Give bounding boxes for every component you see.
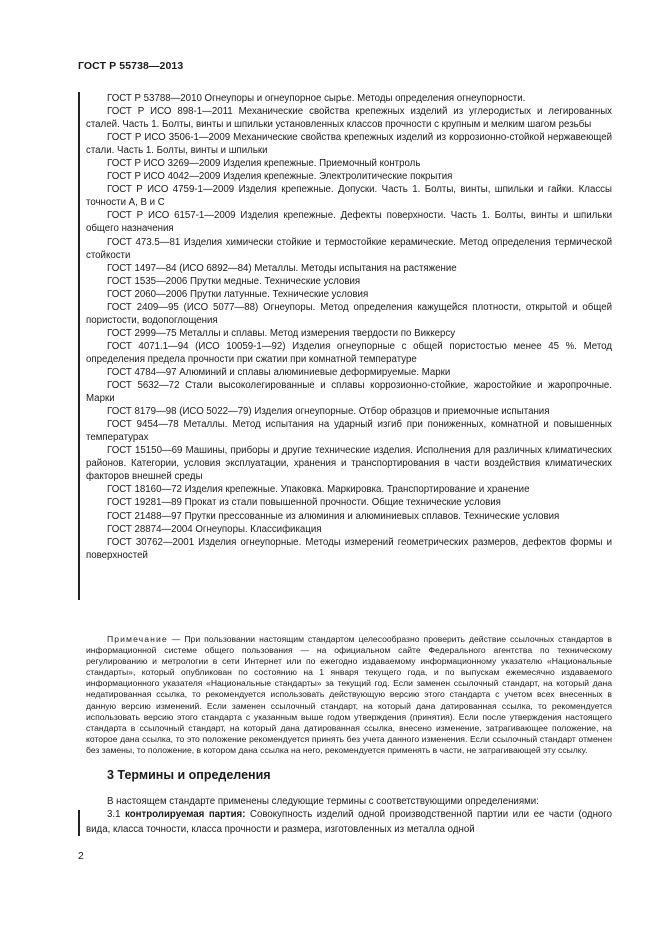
- note-text: — При пользовании настоящим стандартом целесообразно проверить действие ссылочных стандартов в информационной системе общего пользования — на официальном сайте Федерального агентства по техническому регулированию и метрологии в сети Интернет или по ежегодно издаваемому информационному указателю «Национальные стандарты», который опубликован по состоянию на 1 января текущего года, и по выпускам ежемесячно издаваемого информационного указателя «Национальные стандарты» за текущий год. Если заменен ссылочный стандарт, на который дана недатированная ссылка, то рекомендуется использовать действующую версию этого стандарта с учетом всех внесенных в данную версию изменений. Если заменен ссылочный стандарт, на который дана датированная ссылка, то рекомендуется использовать версию этого стандарта с указанным выше годом утверждения (принятия). Если после утверждения настоящего стандарта в ссылочный стандарт, на который дана датированная ссылка, внесено изменение, затрагивающее положение, на которое дана ссылка, то это положение рекомендуется принять без учета данного изменения. Если ссылочный стандарт отменен без замены, то положение, в котором дана ссылка на него, рекомендуется применять в части, не затрагивающей эту ссылку.: [86, 634, 612, 755]
- reference-item: ГОСТ 30762—2001 Изделия огнеупорные. Методы измерений геометрических размеров, дефектов формы и поверхностей: [86, 536, 612, 561]
- reference-item: ГОСТ 18160—72 Изделия крепежные. Упаковка. Маркировка. Транспортирование и хранение: [107, 484, 530, 496]
- reference-item: ГОСТ 473.5—81 Изделия химически стойкие и термостойкие керамические. Метод определения термической стойкости: [86, 236, 612, 261]
- reference-item: ГОСТ 4071.1—94 (ИСО 10059-1—92) Изделия огнеупорные с общей пористостью менее 45 %. Метод определения предела прочности при сжатии при комнатной температуре: [86, 340, 612, 365]
- reference-item: ГОСТ 2409—95 (ИСО 5077—88) Огнеупоры. Метод определения кажущейся плотности, открытой и общей пористости, водопоглощения: [86, 301, 612, 326]
- reference-item: ГОСТ 2060—2006 Прутки латунные. Технические условия: [107, 288, 369, 300]
- section-title: 3 Термины и определения: [107, 768, 271, 782]
- reference-item: ГОСТ 1497—84 (ИСО 6892—84) Металлы. Методы испытания на растяжение: [107, 262, 457, 274]
- document-header: ГОСТ Р 55738—2013: [78, 60, 184, 72]
- change-bar: [78, 92, 80, 600]
- reference-item: ГОСТ 19281—89 Прокат из стали повышенной прочности. Общие технические условия: [107, 497, 501, 509]
- reference-item: ГОСТ 2999—75 Металлы и сплавы. Метод измерения твердости по Виккерсу: [107, 327, 456, 339]
- reference-item: ГОСТ Р ИСО 6157-1—2009 Изделия крепежные. Дефекты поверхности. Часть 1. Болты, винты и шпильки общего назначения: [86, 210, 612, 235]
- reference-item: ГОСТ Р ИСО 4042—2009 Изделия крепежные. Электролитические покрытия: [107, 171, 453, 183]
- term-definition: [86, 808, 612, 837]
- reference-item: ГОСТ Р ИСО 3269—2009 Изделия крепежные. Приемочный контроль: [107, 158, 421, 170]
- reference-item: ГОСТ Р 53788—2010 Огнеупоры и огнеупорное сырье. Методы определения огнеупорности.: [107, 93, 526, 104]
- note-label: Примечание: [107, 634, 168, 644]
- reference-item: ГОСТ 28874—2004 Огнеупоры. Классификация: [107, 523, 322, 535]
- section-intro: В настоящем стандарте применены следующие термины с соответствующими определениями:: [107, 796, 539, 807]
- reference-item: ГОСТ 15150—69 Машины, приборы и другие технические изделия. Исполнения для различных климатических районов. Категории, условия эксплуатации, хранения и транспортирования в части воздействия климатических факторов внешней среды: [86, 445, 612, 483]
- reference-item: ГОСТ 4784—97 Алюминий и сплавы алюминиевые деформируемые. Марки: [107, 366, 451, 378]
- normative-references-list: [86, 92, 612, 562]
- reference-item: ГОСТ 9454—78 Металлы. Метод испытания на ударный изгиб при пониженных, комнатной и повышенных температурах: [86, 419, 612, 444]
- reference-item: ГОСТ Р ИСО 898-1—2011 Механические свойства крепежных изделий из углеродистых и легированных сталей. Часть 1. Болты, винты и шпильки установленных классов прочности с крупным и мелким шагом резьбы: [86, 106, 612, 131]
- term-number: 3.1: [107, 809, 125, 820]
- reference-item: ГОСТ 21488—97 Прутки прессованные из алюминия и алюминиевых сплавов. Технические условия: [107, 510, 560, 522]
- reference-item: ГОСТ Р ИСО 3506-1—2009 Механические свойства крепежных изделий из коррозионно-стойкой нержавеющей стали. Часть 1. Болты, винты и шпильки: [86, 132, 612, 157]
- page-number: 2: [78, 850, 84, 862]
- references-note: [86, 634, 612, 756]
- reference-item: ГОСТ 5632—72 Стали высоколегированные и сплавы коррозионно-стойкие, жаростойкие и жаропрочные. Марки: [86, 380, 612, 405]
- reference-item: ГОСТ 1535—2006 Прутки медные. Технические условия: [107, 275, 361, 287]
- change-bar: [78, 810, 80, 836]
- reference-item: ГОСТ 8179—98 (ИСО 5022—79) Изделия огнеупорные. Отбор образцов и приемочные испытания: [107, 406, 550, 418]
- term-name: контролируемая партия:: [124, 809, 246, 820]
- reference-item: ГОСТ Р ИСО 4759-1—2009 Изделия крепежные. Допуски. Часть 1. Болты, винты, шпильки и гайки. Классы точности А, В и С: [86, 184, 612, 209]
- term-text: Совокупность изделий одной производственной партии или ее части (одного вида, класса точности, класса прочности и размера, изготовленных из металла одной: [86, 809, 613, 835]
